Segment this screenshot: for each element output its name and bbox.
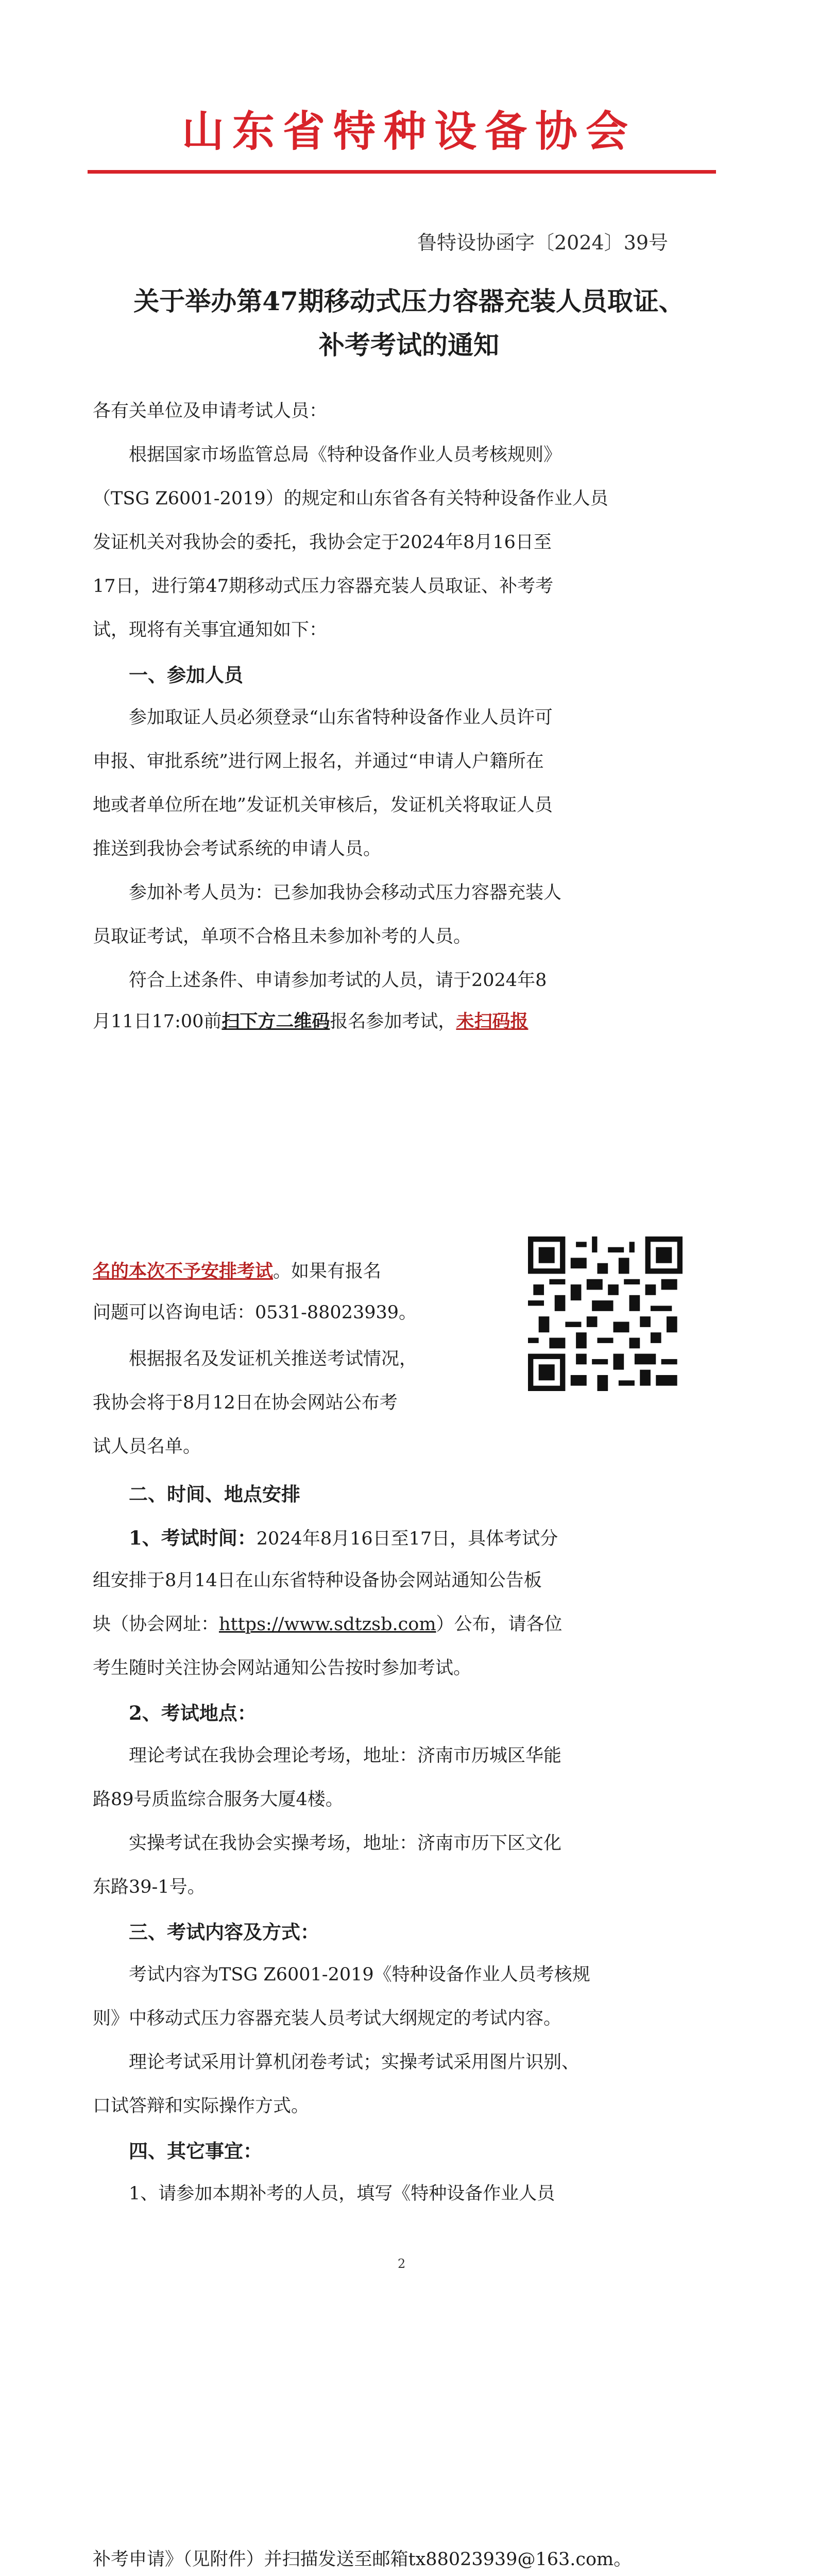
body-line: 试人员名单。 <box>93 1436 201 1457</box>
body-line <box>93 1007 528 1033</box>
body-text: 月11日17:00前 <box>93 1011 222 1032</box>
notice-title-line-1: 关于举办第47期移动式压力容器充装人员取证、 <box>133 286 685 316</box>
body-line: 推送到我协会考试系统的申请人员。 <box>93 839 382 859</box>
section-heading-time-place: 二、时间、地点安排 <box>129 1483 300 1505</box>
association-website-link[interactable]: https://www.sdtzsb.com <box>219 1614 436 1635</box>
body-text: 报名参加考试， <box>330 1011 456 1032</box>
body-line: 实操考试在我协会实操考场，地址：济南市历下区文化 <box>129 1833 562 1854</box>
body-line: 口试答辩和实际操作方式。 <box>93 2096 310 2116</box>
body-line: 理论考试采用计算机闭卷考试；实操考试采用图片识别、 <box>129 2052 580 2073</box>
intro-line: 发证机关对我协会的委托，我协会定于2024年8月16日至 <box>93 532 552 553</box>
page-number: 2 <box>398 2257 406 2271</box>
body-line: 则》中移动式压力容器充装人员考试大纲规定的考试内容。 <box>93 2008 562 2029</box>
body-text: 块（协会网址： <box>93 1614 219 1635</box>
body-line: 路89号质监综合服务大厦4楼。 <box>93 1789 344 1810</box>
intro-line: 试，现将有关事宜通知如下： <box>93 620 328 640</box>
body-line: 申报、审批系统”进行网上报名，并通过“申请人户籍所在 <box>93 751 544 772</box>
intro-line: 17日，进行第47期移动式压力容器充装人员取证、补考考 <box>93 576 554 597</box>
body-line: 我协会将于8月12日在协会网站公布考 <box>93 1393 398 1413</box>
registration-qr-code[interactable] <box>528 1236 683 1391</box>
body-line: 问题可以咨询电话：0531-88023939。 <box>93 1302 417 1323</box>
body-line: 东路39-1号。 <box>93 1877 206 1897</box>
section-heading-content: 三、考试内容及方式： <box>129 1921 319 1943</box>
warning-emphasis: 未扫码报 <box>456 1011 529 1032</box>
letterhead-title: 山东省特种设备协会 <box>181 107 636 156</box>
intro-line: 根据国家市场监管总局《特种设备作业人员考核规则》 <box>129 445 562 465</box>
body-line: 考生随时关注协会网站通知公告按时参加考试。 <box>93 1658 472 1679</box>
exam-location-label: 2、考试地点： <box>129 1702 257 1724</box>
scan-qr-emphasis: 扫下方二维码 <box>221 1011 330 1032</box>
body-line: 理论考试在我协会理论考场，地址：济南市历城区华能 <box>129 1745 562 1766</box>
body-line: 参加补考人员为：已参加我协会移动式压力容器充装人 <box>129 883 562 903</box>
body-line <box>93 1610 563 1636</box>
body-text: 。如果有报名 <box>273 1261 382 1282</box>
section-heading-participants: 一、参加人员 <box>129 664 243 686</box>
body-line: 根据报名及发证机关推送考试情况， <box>129 1349 418 1369</box>
body-line: 地或者单位所在地”发证机关审核后，发证机关将取证人员 <box>93 795 553 816</box>
body-line: 考试内容为TSG Z6001-2019《特种设备作业人员考核规 <box>129 1964 590 1985</box>
body-line <box>129 1522 558 1550</box>
body-line: 补考申请》（见附件）并扫描发送至邮箱tx88023939@163.com。 <box>93 2549 632 2570</box>
intro-line: （TSG Z6001-2019）的规定和山东省各有关特种设备作业人员 <box>93 488 608 509</box>
warning-emphasis: 名的本次不予安排考试 <box>93 1261 274 1282</box>
letterhead-rule <box>88 170 716 174</box>
notice-title-line-2: 补考考试的通知 <box>319 330 499 360</box>
salutation: 各有关单位及申请考试人员： <box>93 401 328 421</box>
body-text: ）公布，请各位 <box>436 1614 563 1635</box>
body-line: 参加取证人员必须登录“山东省特种设备作业人员许可 <box>129 707 553 728</box>
body-line: 组安排于8月14日在山东省特种设备协会网站通知公告板 <box>93 1570 542 1591</box>
body-text: 2024年8月16日至17日，具体考试分 <box>256 1529 558 1549</box>
document-number: 鲁特设协函字〔2024〕39号 <box>417 231 669 254</box>
section-heading-other: 四、其它事宜： <box>129 2140 262 2162</box>
body-line: 1、请参加本期补考的人员，填写《特种设备作业人员 <box>129 2183 555 2204</box>
body-line: 员取证考试，单项不合格且未参加补考的人员。 <box>93 926 472 947</box>
body-line: 符合上述条件、申请参加考试的人员，请于2024年8 <box>129 970 547 991</box>
exam-time-label: 1、考试时间： <box>129 1527 257 1549</box>
body-line <box>93 1257 381 1283</box>
